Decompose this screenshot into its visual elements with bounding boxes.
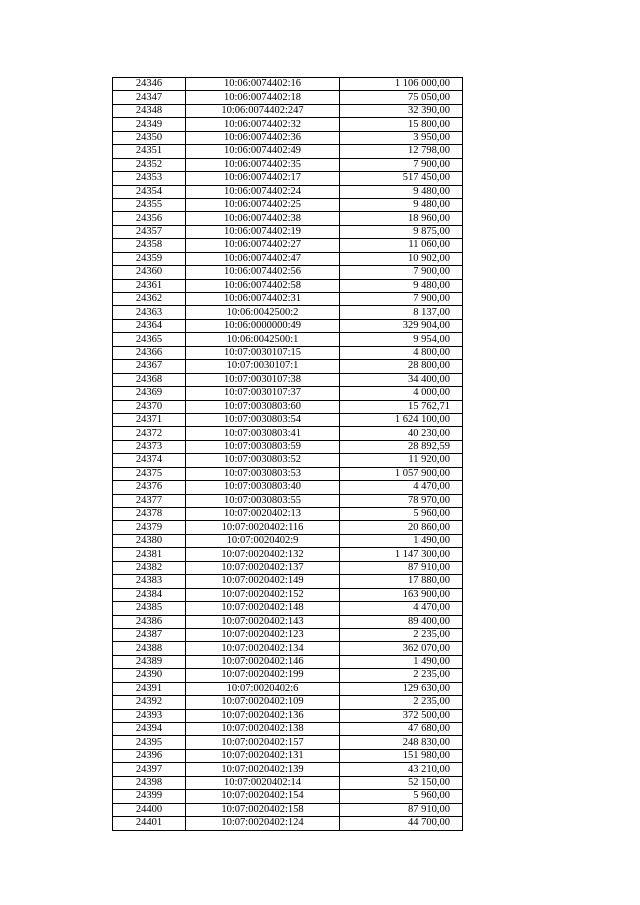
table-row [113,293,463,306]
amount-cell: 87 910,00 [340,803,463,816]
table-row [113,306,463,319]
cadastral-number-cell: 10:07:0020402:109 [186,696,340,709]
row-number-cell: 24381 [113,548,186,561]
amount-cell: 10 902,00 [340,252,463,265]
amount-cell: 129 630,00 [340,682,463,695]
cadastral-number-cell: 10:06:0074402:25 [186,198,340,211]
table-row [113,481,463,494]
cadastral-number-cell: 10:06:0074402:32 [186,118,340,131]
amount-cell: 15 800,00 [340,118,463,131]
row-number-cell: 24379 [113,521,186,534]
amount-cell: 9 480,00 [340,279,463,292]
row-number-cell: 24399 [113,790,186,803]
cadastral-number-cell: 10:07:0020402:199 [186,669,340,682]
cadastral-number-cell: 10:06:0074402:16 [186,78,340,91]
cadastral-number-cell: 10:07:0020402:146 [186,655,340,668]
table-row [113,723,463,736]
amount-cell: 4 000,00 [340,387,463,400]
cadastral-number-cell: 10:06:0074402:24 [186,185,340,198]
cadastral-number-cell: 10:07:0020402:158 [186,803,340,816]
cadastral-number-cell: 10:07:0030107:38 [186,373,340,386]
cadastral-number-cell: 10:07:0030803:52 [186,454,340,467]
table-row [113,602,463,615]
row-number-cell: 24360 [113,266,186,279]
table-row [113,776,463,789]
cadastral-number-cell: 10:07:0030803:40 [186,481,340,494]
row-number-cell: 24357 [113,225,186,238]
table-row [113,373,463,386]
table-row [113,212,463,225]
amount-cell: 20 860,00 [340,521,463,534]
table-row [113,642,463,655]
cadastral-number-cell: 10:06:0074402:58 [186,279,340,292]
amount-cell: 32 390,00 [340,104,463,117]
amount-cell: 28 800,00 [340,360,463,373]
cadastral-number-cell: 10:06:0074402:17 [186,172,340,185]
table-row [113,615,463,628]
cadastral-number-cell: 10:06:0074402:27 [186,239,340,252]
row-number-cell: 24392 [113,696,186,709]
cadastral-number-cell: 10:07:0020402:136 [186,709,340,722]
row-number-cell: 24373 [113,440,186,453]
amount-cell: 15 762,71 [340,400,463,413]
table-row [113,279,463,292]
registry-table [112,77,463,831]
row-number-cell: 24394 [113,723,186,736]
amount-cell: 5 960,00 [340,508,463,521]
cadastral-number-cell: 10:07:0030107:15 [186,346,340,359]
amount-cell: 4 470,00 [340,602,463,615]
amount-cell: 11 060,00 [340,239,463,252]
row-number-cell: 24393 [113,709,186,722]
row-number-cell: 24389 [113,655,186,668]
amount-cell: 4 470,00 [340,481,463,494]
row-number-cell: 24374 [113,454,186,467]
amount-cell: 8 137,00 [340,306,463,319]
amount-cell: 11 920,00 [340,454,463,467]
amount-cell: 52 150,00 [340,776,463,789]
amount-cell: 9 875,00 [340,225,463,238]
cadastral-number-cell: 10:07:0020402:139 [186,763,340,776]
row-number-cell: 24391 [113,682,186,695]
table-row [113,158,463,171]
table-row [113,387,463,400]
amount-cell: 7 900,00 [340,158,463,171]
table-row [113,118,463,131]
table-row [113,803,463,816]
row-number-cell: 24384 [113,588,186,601]
registry-table-body [113,78,463,831]
cadastral-number-cell: 10:06:0074402:247 [186,104,340,117]
amount-cell: 43 210,00 [340,763,463,776]
row-number-cell: 24380 [113,534,186,547]
table-row [113,628,463,641]
cadastral-number-cell: 10:07:0030803:59 [186,440,340,453]
cadastral-number-cell: 10:07:0020402:124 [186,817,340,830]
row-number-cell: 24375 [113,467,186,480]
cadastral-number-cell: 10:07:0030803:60 [186,400,340,413]
amount-cell: 7 900,00 [340,293,463,306]
cadastral-number-cell: 10:06:0074402:31 [186,293,340,306]
table-row [113,400,463,413]
row-number-cell: 24390 [113,669,186,682]
table-row [113,145,463,158]
cadastral-number-cell: 10:07:0020402:148 [186,602,340,615]
amount-cell: 28 892,59 [340,440,463,453]
amount-cell: 1 057 900,00 [340,467,463,480]
row-number-cell: 24359 [113,252,186,265]
table-row [113,682,463,695]
amount-cell: 372 500,00 [340,709,463,722]
amount-cell: 517 450,00 [340,172,463,185]
row-number-cell: 24364 [113,319,186,332]
table-row [113,709,463,722]
table-row [113,696,463,709]
row-number-cell: 24371 [113,413,186,426]
table-row [113,817,463,830]
row-number-cell: 24347 [113,91,186,104]
cadastral-number-cell: 10:07:0020402:14 [186,776,340,789]
amount-cell: 163 900,00 [340,588,463,601]
row-number-cell: 24349 [113,118,186,131]
table-row [113,669,463,682]
table-row [113,561,463,574]
table-row [113,440,463,453]
amount-cell: 248 830,00 [340,736,463,749]
row-number-cell: 24352 [113,158,186,171]
table-row [113,790,463,803]
cadastral-number-cell: 10:07:0020402:143 [186,615,340,628]
cadastral-number-cell: 10:07:0030803:54 [186,413,340,426]
cadastral-number-cell: 10:07:0030107:37 [186,387,340,400]
amount-cell: 87 910,00 [340,561,463,574]
amount-cell: 151 980,00 [340,749,463,762]
cadastral-number-cell: 10:07:0020402:116 [186,521,340,534]
amount-cell: 44 700,00 [340,817,463,830]
table-row [113,185,463,198]
row-number-cell: 24372 [113,427,186,440]
table-row [113,534,463,547]
row-number-cell: 24397 [113,763,186,776]
amount-cell: 47 680,00 [340,723,463,736]
row-number-cell: 24368 [113,373,186,386]
row-number-cell: 24367 [113,360,186,373]
table-row [113,588,463,601]
row-number-cell: 24358 [113,239,186,252]
row-number-cell: 24396 [113,749,186,762]
amount-cell: 2 235,00 [340,669,463,682]
row-number-cell: 24395 [113,736,186,749]
table-row [113,494,463,507]
row-number-cell: 24363 [113,306,186,319]
cadastral-number-cell: 10:06:0074402:19 [186,225,340,238]
amount-cell: 40 230,00 [340,427,463,440]
cadastral-number-cell: 10:06:0074402:56 [186,266,340,279]
amount-cell: 12 798,00 [340,145,463,158]
cadastral-number-cell: 10:07:0020402:9 [186,534,340,547]
amount-cell: 1 106 000,00 [340,78,463,91]
amount-cell: 89 400,00 [340,615,463,628]
row-number-cell: 24366 [113,346,186,359]
table-row [113,763,463,776]
cadastral-number-cell: 10:07:0020402:152 [186,588,340,601]
table-row [113,91,463,104]
table-row [113,521,463,534]
table-row [113,548,463,561]
row-number-cell: 24377 [113,494,186,507]
cadastral-number-cell: 10:07:0020402:123 [186,628,340,641]
amount-cell: 329 904,00 [340,319,463,332]
table-row [113,333,463,346]
row-number-cell: 24388 [113,642,186,655]
cadastral-number-cell: 10:07:0020402:132 [186,548,340,561]
row-number-cell: 24376 [113,481,186,494]
row-number-cell: 24356 [113,212,186,225]
cadastral-number-cell: 10:07:0020402:138 [186,723,340,736]
amount-cell: 78 970,00 [340,494,463,507]
row-number-cell: 24387 [113,628,186,641]
table-row [113,225,463,238]
amount-cell: 362 070,00 [340,642,463,655]
amount-cell: 7 900,00 [340,266,463,279]
table-row [113,346,463,359]
row-number-cell: 24348 [113,104,186,117]
cadastral-number-cell: 10:07:0020402:134 [186,642,340,655]
cadastral-number-cell: 10:07:0020402:154 [186,790,340,803]
cadastral-number-cell: 10:07:0030107:1 [186,360,340,373]
amount-cell: 2 235,00 [340,696,463,709]
cadastral-number-cell: 10:07:0020402:157 [186,736,340,749]
table-row [113,239,463,252]
amount-cell: 5 960,00 [340,790,463,803]
row-number-cell: 24355 [113,198,186,211]
cadastral-number-cell: 10:06:0074402:35 [186,158,340,171]
amount-cell: 9 480,00 [340,185,463,198]
row-number-cell: 24382 [113,561,186,574]
table-row [113,198,463,211]
row-number-cell: 24362 [113,293,186,306]
table-row [113,655,463,668]
table-row [113,749,463,762]
table-row [113,413,463,426]
table-row [113,319,463,332]
cadastral-number-cell: 10:07:0020402:131 [186,749,340,762]
table-row [113,454,463,467]
amount-cell: 75 050,00 [340,91,463,104]
table-row [113,78,463,91]
row-number-cell: 24385 [113,602,186,615]
amount-cell: 4 800,00 [340,346,463,359]
table-row [113,252,463,265]
table-row [113,266,463,279]
table-row [113,508,463,521]
amount-cell: 18 960,00 [340,212,463,225]
cadastral-number-cell: 10:07:0020402:149 [186,575,340,588]
table-row [113,131,463,144]
cadastral-number-cell: 10:07:0020402:13 [186,508,340,521]
table-row [113,736,463,749]
amount-cell: 1 490,00 [340,534,463,547]
cadastral-number-cell: 10:06:0042500:1 [186,333,340,346]
row-number-cell: 24401 [113,817,186,830]
row-number-cell: 24346 [113,78,186,91]
row-number-cell: 24398 [113,776,186,789]
table-row [113,575,463,588]
row-number-cell: 24378 [113,508,186,521]
amount-cell: 34 400,00 [340,373,463,386]
cadastral-number-cell: 10:06:0074402:38 [186,212,340,225]
table-row [113,360,463,373]
cadastral-number-cell: 10:06:0042500:2 [186,306,340,319]
amount-cell: 3 950,00 [340,131,463,144]
row-number-cell: 24400 [113,803,186,816]
cadastral-number-cell: 10:07:0030803:53 [186,467,340,480]
row-number-cell: 24353 [113,172,186,185]
amount-cell: 1 490,00 [340,655,463,668]
cadastral-number-cell: 10:07:0020402:137 [186,561,340,574]
table-row [113,467,463,480]
row-number-cell: 24351 [113,145,186,158]
cadastral-number-cell: 10:06:0074402:36 [186,131,340,144]
cadastral-number-cell: 10:07:0020402:6 [186,682,340,695]
cadastral-number-cell: 10:06:0000000:49 [186,319,340,332]
amount-cell: 1 624 100,00 [340,413,463,426]
row-number-cell: 24370 [113,400,186,413]
amount-cell: 1 147 300,00 [340,548,463,561]
row-number-cell: 24350 [113,131,186,144]
table-row [113,104,463,117]
row-number-cell: 24354 [113,185,186,198]
amount-cell: 17 880,00 [340,575,463,588]
cadastral-number-cell: 10:06:0074402:18 [186,91,340,104]
cadastral-number-cell: 10:06:0074402:49 [186,145,340,158]
amount-cell: 9 480,00 [340,198,463,211]
cadastral-number-cell: 10:07:0030803:55 [186,494,340,507]
cadastral-number-cell: 10:07:0030803:41 [186,427,340,440]
cadastral-number-cell: 10:06:0074402:47 [186,252,340,265]
row-number-cell: 24361 [113,279,186,292]
table-row [113,427,463,440]
amount-cell: 9 954,00 [340,333,463,346]
row-number-cell: 24369 [113,387,186,400]
row-number-cell: 24365 [113,333,186,346]
table-row [113,172,463,185]
amount-cell: 2 235,00 [340,628,463,641]
row-number-cell: 24386 [113,615,186,628]
row-number-cell: 24383 [113,575,186,588]
